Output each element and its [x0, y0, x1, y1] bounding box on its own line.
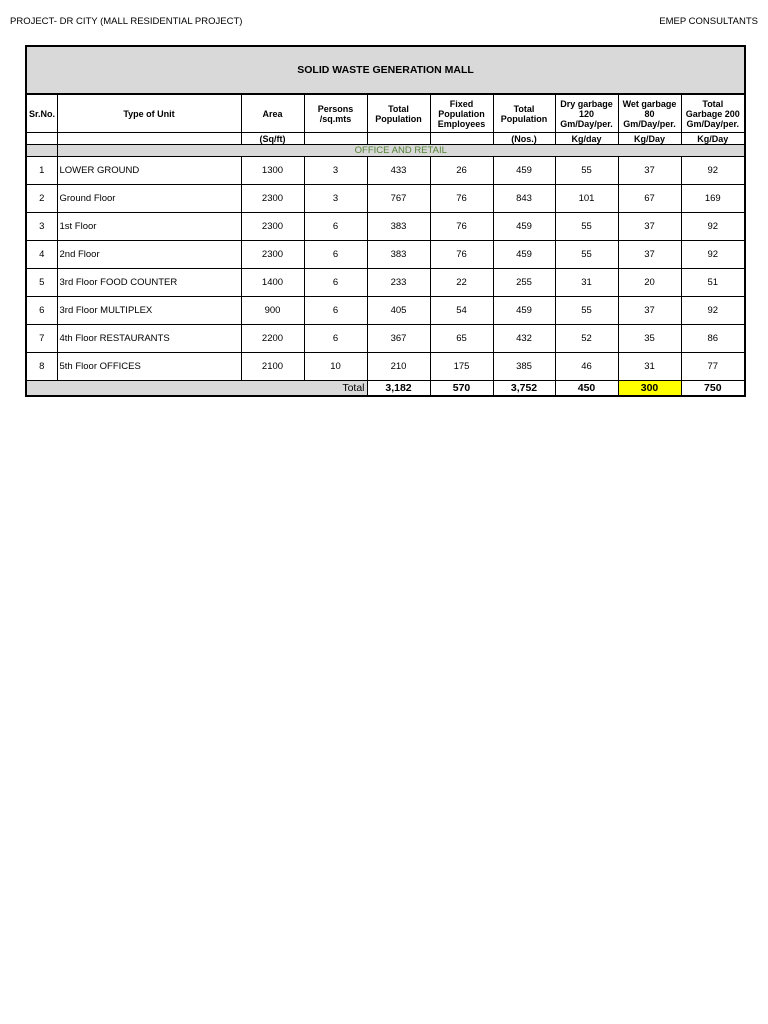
- table-row: [26, 353, 745, 381]
- cell-sr: 2: [26, 185, 57, 213]
- cell-total-pop2: 459: [493, 241, 555, 269]
- col-header-total-pop: Total Population: [367, 94, 430, 133]
- cell-persons: 6: [304, 297, 367, 325]
- project-title: PROJECT- DR CITY (MALL RESIDENTIAL PROJECT): [10, 16, 243, 27]
- cell-total-pop2: 459: [493, 297, 555, 325]
- col-header-dry: Dry garbage 120 Gm/Day/per.: [555, 94, 618, 133]
- cell-total-pop2: 385: [493, 353, 555, 381]
- cell-total-pop: 767: [367, 185, 430, 213]
- cell-total: 92: [681, 241, 745, 269]
- cell-fixed: 76: [430, 185, 493, 213]
- cell-unit: 1st Floor: [57, 213, 241, 241]
- cell-wet: 35: [618, 325, 681, 353]
- cell-fixed: 76: [430, 241, 493, 269]
- cell-wet: 31: [618, 353, 681, 381]
- cell-area: 1300: [241, 157, 304, 185]
- cell-total-pop: 367: [367, 325, 430, 353]
- cell-persons: 6: [304, 213, 367, 241]
- unit-total-pop2: (Nos.): [493, 133, 555, 145]
- consultant-name: EMEP CONSULTANTS: [659, 16, 758, 27]
- cell-area: 900: [241, 297, 304, 325]
- table-row: [26, 241, 745, 269]
- unit-type: [57, 133, 241, 145]
- table-row: [26, 297, 745, 325]
- cell-total: 92: [681, 157, 745, 185]
- cell-wet: 37: [618, 157, 681, 185]
- totals-fixed: 570: [430, 381, 493, 397]
- cell-total: 169: [681, 185, 745, 213]
- cell-fixed: 76: [430, 213, 493, 241]
- cell-total: 86: [681, 325, 745, 353]
- table-title: SOLID WASTE GENERATION MALL: [26, 46, 745, 94]
- section-row: [26, 145, 745, 157]
- solid-waste-table: [25, 45, 746, 397]
- cell-sr: 6: [26, 297, 57, 325]
- col-header-persons: Persons /sq.mts: [304, 94, 367, 133]
- cell-dry: 55: [555, 213, 618, 241]
- table-row: [26, 269, 745, 297]
- table-row: [26, 325, 745, 353]
- cell-total-pop: 383: [367, 213, 430, 241]
- cell-unit: Ground Floor: [57, 185, 241, 213]
- totals-label: Total: [26, 381, 367, 397]
- cell-total: 77: [681, 353, 745, 381]
- cell-total: 92: [681, 213, 745, 241]
- cell-area: 2100: [241, 353, 304, 381]
- cell-wet: 37: [618, 297, 681, 325]
- cell-fixed: 65: [430, 325, 493, 353]
- cell-total-pop2: 432: [493, 325, 555, 353]
- cell-total-pop: 405: [367, 297, 430, 325]
- unit-persons: [304, 133, 367, 145]
- cell-area: 2300: [241, 185, 304, 213]
- cell-wet: 37: [618, 241, 681, 269]
- cell-sr: 3: [26, 213, 57, 241]
- cell-sr: 8: [26, 353, 57, 381]
- cell-unit: 3rd Floor FOOD COUNTER: [57, 269, 241, 297]
- totals-total-garbage: 750: [681, 381, 745, 397]
- section-spacer: [26, 145, 57, 157]
- cell-sr: 4: [26, 241, 57, 269]
- cell-dry: 101: [555, 185, 618, 213]
- cell-fixed: 22: [430, 269, 493, 297]
- unit-dry: Kg/day: [555, 133, 618, 145]
- cell-area: 2300: [241, 241, 304, 269]
- cell-total-pop: 383: [367, 241, 430, 269]
- cell-area: 2200: [241, 325, 304, 353]
- cell-dry: 55: [555, 297, 618, 325]
- cell-area: 2300: [241, 213, 304, 241]
- cell-total-pop: 433: [367, 157, 430, 185]
- cell-dry: 52: [555, 325, 618, 353]
- col-header-fixed-pop: Fixed Population Employees: [430, 94, 493, 133]
- col-header-srno: Sr.No.: [26, 94, 57, 133]
- cell-unit: 3rd Floor MULTIPLEX: [57, 297, 241, 325]
- unit-srno: [26, 133, 57, 145]
- cell-fixed: 54: [430, 297, 493, 325]
- totals-wet: 300: [618, 381, 681, 397]
- unit-fixed-pop: [430, 133, 493, 145]
- cell-total-pop2: 255: [493, 269, 555, 297]
- col-header-type: Type of Unit: [57, 94, 241, 133]
- totals-total-pop2: 3,752: [493, 381, 555, 397]
- column-header-row: [26, 94, 745, 133]
- cell-total-pop2: 459: [493, 213, 555, 241]
- col-header-wet: Wet garbage 80 Gm/Day/per.: [618, 94, 681, 133]
- cell-wet: 20: [618, 269, 681, 297]
- cell-unit: 4th Floor RESTAURANTS: [57, 325, 241, 353]
- unit-total-pop: [367, 133, 430, 145]
- cell-area: 1400: [241, 269, 304, 297]
- unit-area: (Sq/ft): [241, 133, 304, 145]
- cell-dry: 55: [555, 241, 618, 269]
- cell-persons: 6: [304, 269, 367, 297]
- col-header-area: Area: [241, 94, 304, 133]
- cell-sr: 5: [26, 269, 57, 297]
- cell-sr: 7: [26, 325, 57, 353]
- cell-wet: 67: [618, 185, 681, 213]
- cell-persons: 3: [304, 185, 367, 213]
- cell-dry: 46: [555, 353, 618, 381]
- cell-total: 51: [681, 269, 745, 297]
- cell-fixed: 26: [430, 157, 493, 185]
- col-header-total-pop2: Total Population: [493, 94, 555, 133]
- cell-fixed: 175: [430, 353, 493, 381]
- cell-persons: 6: [304, 241, 367, 269]
- section-label: OFFICE AND RETAIL: [57, 145, 745, 157]
- cell-total-pop: 233: [367, 269, 430, 297]
- cell-persons: 6: [304, 325, 367, 353]
- cell-total-pop2: 459: [493, 157, 555, 185]
- unit-total-garbage: Kg/Day: [681, 133, 745, 145]
- table-row: [26, 213, 745, 241]
- cell-sr: 1: [26, 157, 57, 185]
- totals-dry: 450: [555, 381, 618, 397]
- col-header-total-garbage: Total Garbage 200 Gm/Day/per.: [681, 94, 745, 133]
- cell-dry: 31: [555, 269, 618, 297]
- cell-wet: 37: [618, 213, 681, 241]
- totals-row: [26, 381, 745, 397]
- table-row: [26, 185, 745, 213]
- cell-unit: LOWER GROUND: [57, 157, 241, 185]
- cell-total-pop2: 843: [493, 185, 555, 213]
- cell-unit: 5th Floor OFFICES: [57, 353, 241, 381]
- units-row: [26, 133, 745, 145]
- cell-unit: 2nd Floor: [57, 241, 241, 269]
- totals-total-pop: 3,182: [367, 381, 430, 397]
- cell-total-pop: 210: [367, 353, 430, 381]
- cell-dry: 55: [555, 157, 618, 185]
- cell-persons: 10: [304, 353, 367, 381]
- table-row: [26, 157, 745, 185]
- unit-wet: Kg/Day: [618, 133, 681, 145]
- cell-total: 92: [681, 297, 745, 325]
- cell-persons: 3: [304, 157, 367, 185]
